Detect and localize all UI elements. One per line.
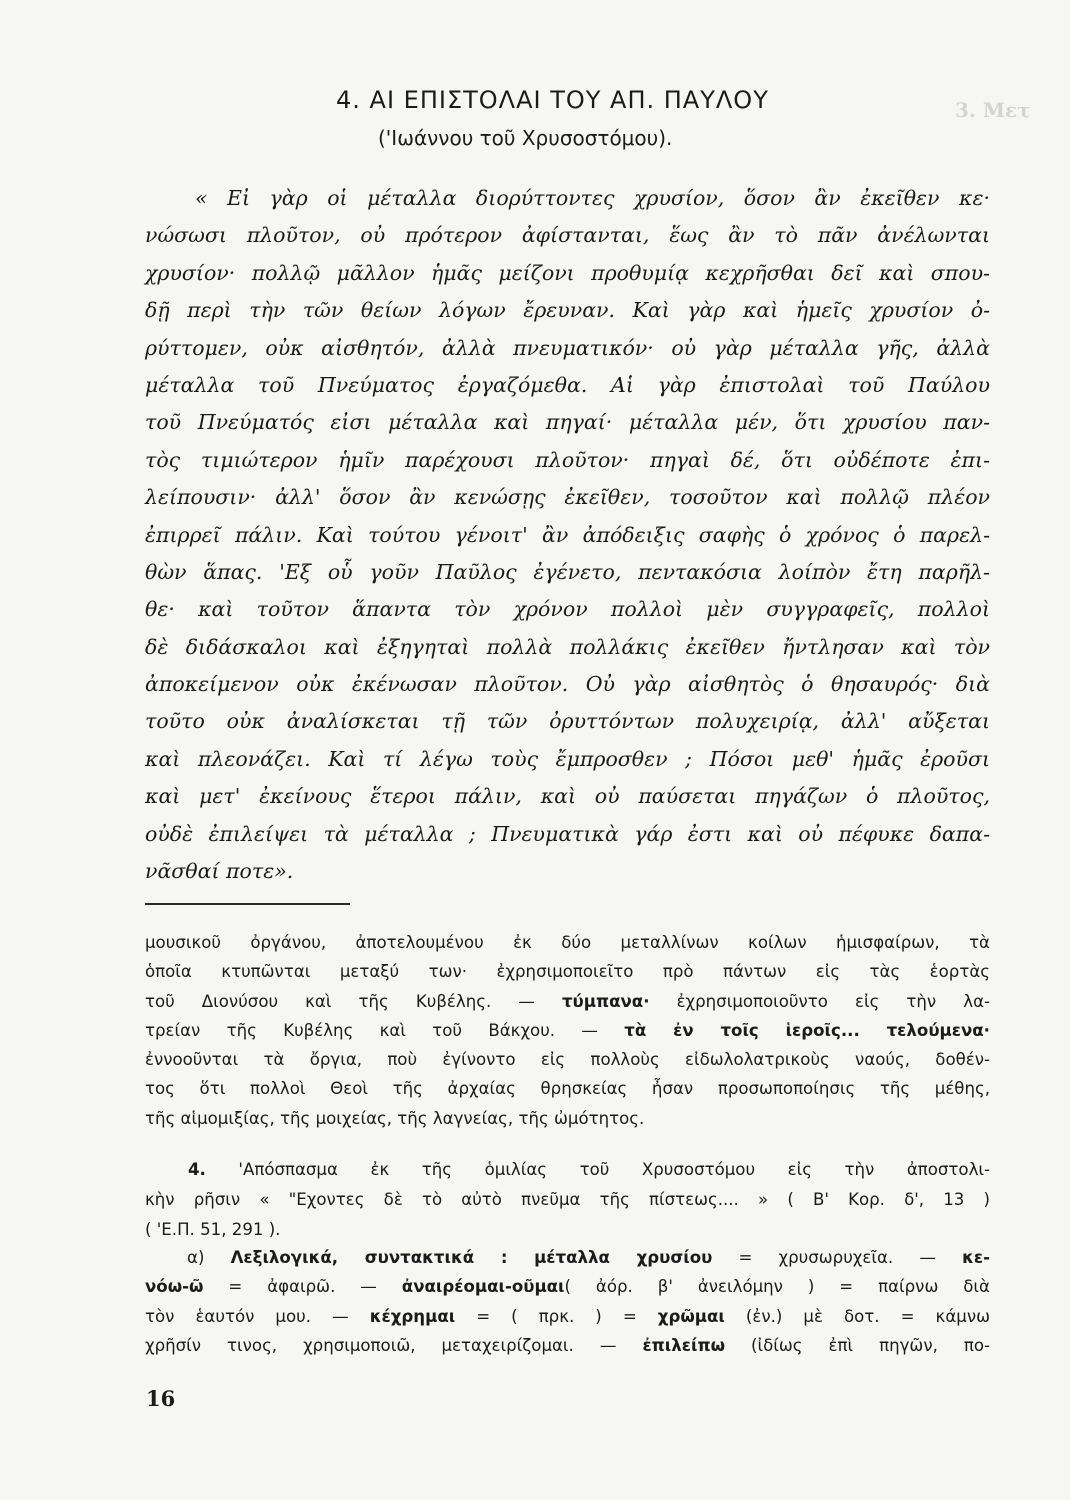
footnote-text: (ἰδίως ἐπὶ πηγῶν, πο-	[725, 1335, 991, 1355]
text-line: ρύττομεν, οὐκ αἰσθητόν, ἀλλὰ πνευματικόν· οὐ γὰρ μέταλλα γῆς, ἀλλὰ	[145, 335, 990, 360]
text-line: τὸς τιμιώτερον ἡμῖν παρέχουσι πλοῦτον· πηγαὶ δέ, ὅτι οὐδέποτε ἐπι-	[145, 447, 990, 472]
text-line: ἀποκείμενον οὐκ ἐκένωσαν πλοῦτον. Οὐ γὰρ αἰσθητὸς ὁ θησαυρός· διὰ	[145, 672, 990, 697]
bold-term: χρῶμαι	[657, 1306, 725, 1326]
footnote-line	[145, 1104, 990, 1133]
bold-term: νόω-ῶ	[145, 1277, 204, 1297]
footnote-text: τῆς αἱμομιξίας, τῆς μοιχείας, τῆς λαγνείας, τῆς ὠμότητος.	[145, 1108, 645, 1128]
text-line: θε· καὶ τοῦτον ἅπαντα τὸν χρόνον πολλοὶ μὲν συγγραφεῖς, πολλοὶ	[145, 597, 990, 622]
footnote-line	[145, 928, 990, 957]
footnote-line	[145, 1331, 990, 1360]
footnote-text: τρείαν τῆς Κυβέλης καὶ τοῦ Βάκχου. —	[145, 1020, 625, 1040]
footnote-lexical	[145, 1243, 990, 1360]
page-number: 16	[146, 1386, 176, 1411]
footnote-line	[145, 1155, 990, 1185]
footnote-text: τος ὅτι πολλοὶ Θεοὶ τῆς ἀρχαίας θρησκείας ἦσαν προσωποποίησις τῆς μέθης,	[145, 1079, 990, 1099]
text-line: τοῦ Πνεύματός εἰσι μέταλλα καὶ πηγαί· μέταλλα μέν, ὅτι χρυσίου παν-	[145, 410, 990, 435]
footnote-line	[145, 957, 990, 986]
text-line: « Εἰ γὰρ οἱ μέταλλα διορύττοντες χρυσίον, ὅσον ἂν ἐκεῖθεν κε·	[195, 186, 990, 210]
text-line: ἐπιρρεῖ πάλιν. Καὶ τούτου γένοιτ' ἂν ἀπόδειξις σαφὴς ὁ χρόνος ὁ παρελ-	[145, 522, 990, 547]
footnote-text: ὁποῖα κτυπῶνται μεταξύ των· ἐχρησιμοποιεῖτο πρὸ πάντων εἰς τὰς ἑορτὰς	[145, 962, 990, 982]
footnote-continued	[145, 928, 990, 1133]
text-line: νᾶσθαί ποτε».	[145, 859, 294, 884]
footnote-line	[145, 1215, 990, 1245]
footnote-separator	[145, 903, 350, 905]
footnote-text: ( 'Ε.Π. 51, 291 ).	[145, 1219, 281, 1239]
footnote-line	[145, 1243, 990, 1272]
bold-term: 4.	[188, 1160, 206, 1179]
bold-term: τύμπανα·	[561, 991, 650, 1011]
footnote-text: κὴν ρῆσιν « "Εχοντες δὲ τὸ αὐτὸ πνεῦμα τῆς πίστεως.... » ( Β' Κορ. δ', 13 )	[145, 1189, 990, 1209]
footnote-line	[145, 987, 990, 1016]
footnote-line	[145, 1045, 990, 1074]
text-line: θὼν ἅπας. 'Εξ οὗ γοῦν Παῦλος ἐγένετο, πεντακόσια λοίπὸν ἔτη παρῆλ-	[145, 559, 990, 584]
text-line: οὐδὲ ἐπιλείψει τὰ μέταλλα ; Πνευματικὰ γάρ ἐστι καὶ οὐ πέφυκε δαπα-	[145, 821, 990, 846]
text-line: δῇ περὶ τὴν τῶν θείων λόγων ἔρευναν. Καὶ γὰρ καὶ ἡμεῖς χρυσίον ὀ-	[145, 298, 990, 323]
footnote-line	[145, 1302, 990, 1331]
footnote-text: ( ἀόρ. β' ἀνειλόμην ) = παίρνω διὰ	[564, 1277, 990, 1297]
chapter-title: 4. ΑΙ ΕΠΙΣΤΟΛΑΙ ΤΟΥ ΑΠ. ΠΑΥΛΟΥ	[336, 86, 769, 114]
footnote-line	[145, 1016, 990, 1045]
footnote-text: α)	[187, 1248, 231, 1267]
text-line: μέταλλα τοῦ Πνεύματος ἐργαζόμεθα. Αἱ γὰρ ἐπιστολαὶ τοῦ Παύλου	[145, 372, 990, 397]
main-text	[145, 180, 990, 890]
footnote-text: = χρυσωρυχεῖα. —	[712, 1248, 963, 1267]
bold-term: τὰ ἐν τοῖς ἱεροῖς... τελούμενα·	[624, 1020, 990, 1040]
text-line: χρυσίον· πολλῷ μᾶλλον ἡμᾶς μείζονι προθυμίᾳ κεχρῆσθαι δεῖ καὶ σπου-	[145, 260, 990, 285]
footnote-source	[145, 1155, 990, 1244]
footnote-text: τὸν ἑαυτόν μου. —	[145, 1306, 370, 1326]
footnote-text: τοῦ Διονύσου καὶ τῆς Κυβέλης. —	[145, 991, 562, 1011]
bold-term: ἀναιρέομαι-οῦμαι	[401, 1277, 565, 1297]
footnote-text: (ἐν.) μὲ δοτ. = κάμνω	[724, 1306, 990, 1326]
bold-term: ἐπιλείπω	[642, 1335, 726, 1355]
text-line: νώσωσι πλοῦτον, οὐ πρότερον ἀφίστανται, ἕως ἂν τὸ πᾶν ἀνέλωνται	[145, 223, 990, 248]
footnote-text: = ( πρκ. ) =	[455, 1306, 658, 1326]
bold-term: κε-	[962, 1248, 990, 1267]
chapter-subtitle: ('Ιωάννου τοῦ Χρυσοστόμου).	[378, 126, 673, 150]
footnote-text: μουσικοῦ ὀργάνου, ἀποτελουμένου ἐκ δύο μεταλλίνων κοίλων ἡμισφαίρων, τὰ	[145, 933, 990, 952]
footnote-text: 'Απόσπασμα ἐκ τῆς ὁμιλίας τοῦ Χρυσοστόμου εἰς τὴν ἀποστολι-	[205, 1160, 990, 1179]
bleed-through: 3. Μετ	[955, 98, 1031, 122]
footnote-line	[145, 1074, 990, 1103]
footnote-line	[145, 1272, 990, 1301]
text-line: τοῦτο οὐκ ἀναλίσκεται τῇ τῶν ὀρυττόντων πολυχειρίᾳ, ἀλλ' αὔξεται	[145, 709, 990, 734]
footnote-text: ἐχρησιμοποιοῦντο εἰς τὴν λα-	[649, 991, 990, 1011]
text-line: λείπουσιν· ἀλλ' ὅσον ἂν κενώσῃς ἐκεῖθεν, τοσοῦτον καὶ πολλῷ πλέον	[145, 485, 990, 510]
text-line: δὲ διδάσκαλοι καὶ ἐξηγηταὶ πολλὰ πολλάκις ἐκεῖθεν ἤντλησαν καὶ τὸν	[145, 634, 990, 659]
bold-term: Λεξιλογικά, συντακτικά : μέταλλα χρυσίου	[230, 1248, 713, 1267]
text-line: καὶ πλεονάζει. Καὶ τί λέγω τοὺς ἔμπροσθεν ; Πόσοι μεθ' ἡμᾶς ἐροῦσι	[145, 746, 990, 771]
footnote-text: = ἀφαιρῶ. —	[203, 1277, 402, 1297]
footnote-line	[145, 1185, 990, 1215]
bold-term: κέχρημαι	[369, 1306, 456, 1326]
footnote-text: ἐννοοῦνται τὰ ὄργια, ποὺ ἐγίνοντο εἰς πολλοὺς εἰδωλολατρικοὺς ναούς, δοθέν-	[145, 1050, 990, 1070]
footnote-text: χρῆσίν τινος, χρησιμοποιῶ, μεταχειρίζομαι. —	[145, 1335, 643, 1355]
text-line: καὶ μετ' ἐκείνους ἕτεροι πάλιν, καὶ οὐ παύσεται πηγάζων ὁ πλοῦτος,	[145, 784, 990, 809]
